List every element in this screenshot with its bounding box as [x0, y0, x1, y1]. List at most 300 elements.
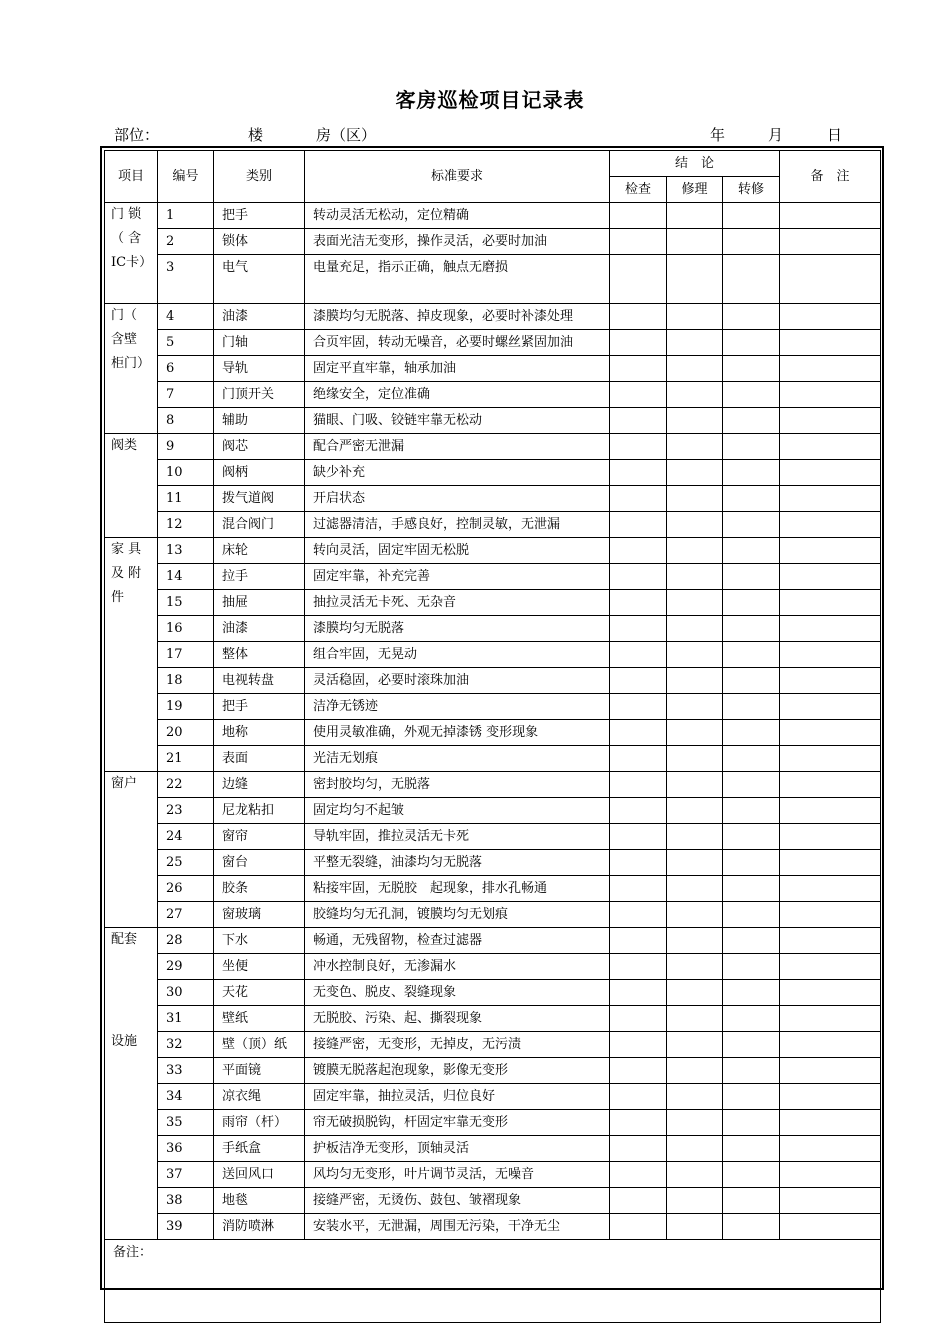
remarks-cell[interactable] — [780, 486, 881, 512]
transfer-cell[interactable] — [723, 356, 780, 382]
row-standard: 无变色、脱皮、裂缝现象 — [305, 980, 610, 1006]
transfer-cell[interactable] — [723, 512, 780, 538]
row-standard: 平整无裂缝，油漆均匀无脱落 — [305, 850, 610, 876]
check-cell[interactable] — [610, 902, 667, 928]
transfer-cell[interactable] — [723, 876, 780, 902]
group-label-spacer — [111, 952, 153, 1030]
remarks-cell[interactable] — [780, 1006, 881, 1032]
transfer-cell[interactable] — [723, 434, 780, 460]
check-cell[interactable] — [610, 538, 667, 564]
table-row — [105, 954, 881, 980]
row-number: 18 — [158, 668, 214, 694]
row-standard: 配合严密无泄漏 — [305, 434, 610, 460]
transfer-cell[interactable] — [723, 1032, 780, 1058]
row-category: 拨气道阀 — [214, 486, 305, 512]
table-row — [105, 408, 881, 434]
row-standard: 组合牢固，无晃动 — [305, 642, 610, 668]
row-standard: 粘接牢固，无脱胶 起现象，排水孔畅通 — [305, 876, 610, 902]
table-row — [105, 928, 881, 954]
check-cell[interactable] — [610, 746, 667, 772]
repair-cell[interactable] — [667, 460, 723, 486]
group-label: 门（ 含壁 柜门） — [111, 308, 151, 371]
row-category: 表面 — [214, 746, 305, 772]
row-standard: 导轨牢固，推拉灵活无卡死 — [305, 824, 610, 850]
row-category: 抽屉 — [214, 590, 305, 616]
repair-cell[interactable] — [667, 850, 723, 876]
remarks-cell[interactable] — [780, 564, 881, 590]
table-row — [105, 1006, 881, 1032]
remarks-cell[interactable] — [780, 824, 881, 850]
transfer-cell[interactable] — [723, 1058, 780, 1084]
check-cell[interactable] — [610, 798, 667, 824]
repair-cell[interactable] — [667, 590, 723, 616]
group-label: 家 具及 附件 — [111, 542, 142, 605]
repair-cell[interactable] — [667, 668, 723, 694]
row-number: 7 — [158, 382, 214, 408]
row-category: 拉手 — [214, 564, 305, 590]
remarks-cell[interactable] — [780, 512, 881, 538]
row-standard: 开启状态 — [305, 486, 610, 512]
remarks-cell[interactable] — [780, 255, 881, 304]
repair-cell[interactable] — [667, 876, 723, 902]
row-standard: 胶缝均匀无孔洞，镀膜均匀无划痕 — [305, 902, 610, 928]
check-cell[interactable] — [610, 1110, 667, 1136]
transfer-cell[interactable] — [723, 902, 780, 928]
row-category: 整体 — [214, 642, 305, 668]
table-row — [105, 720, 881, 746]
row-number: 19 — [158, 694, 214, 720]
row-standard: 表面光洁无变形，操作灵活，必要时加油 — [305, 229, 610, 255]
check-cell[interactable] — [610, 1084, 667, 1110]
check-cell[interactable] — [610, 1136, 667, 1162]
table-row — [105, 980, 881, 1006]
transfer-cell[interactable] — [723, 1006, 780, 1032]
remarks-cell[interactable] — [780, 460, 881, 486]
header-repair: 修理 — [667, 177, 723, 203]
repair-cell[interactable] — [667, 980, 723, 1006]
row-standard: 漆膜均匀无脱落 — [305, 616, 610, 642]
remarks-cell[interactable] — [780, 616, 881, 642]
transfer-cell[interactable] — [723, 255, 780, 304]
header-number: 编号 — [158, 151, 214, 203]
row-number: 21 — [158, 746, 214, 772]
check-cell[interactable] — [610, 1032, 667, 1058]
check-cell[interactable] — [610, 330, 667, 356]
transfer-cell[interactable] — [723, 746, 780, 772]
transfer-cell[interactable] — [723, 954, 780, 980]
repair-cell[interactable] — [667, 1006, 723, 1032]
check-cell[interactable] — [610, 255, 667, 304]
repair-cell[interactable] — [667, 1136, 723, 1162]
row-category: 天花 — [214, 980, 305, 1006]
row-number: 1 — [158, 203, 214, 229]
row-standard: 漆膜均匀无脱落、掉皮现象，必要时补漆处理 — [305, 304, 610, 330]
row-category: 消防喷淋 — [214, 1214, 305, 1240]
row-category: 辅助 — [214, 408, 305, 434]
repair-cell[interactable] — [667, 954, 723, 980]
row-category: 电视转盘 — [214, 668, 305, 694]
repair-cell[interactable] — [667, 330, 723, 356]
repair-cell[interactable] — [667, 1032, 723, 1058]
table-row — [105, 798, 881, 824]
row-number: 16 — [158, 616, 214, 642]
row-category: 窗帘 — [214, 824, 305, 850]
row-number: 12 — [158, 512, 214, 538]
repair-cell[interactable] — [667, 229, 723, 255]
row-category: 床轮 — [214, 538, 305, 564]
row-standard: 缺少补充 — [305, 460, 610, 486]
group-label: 门 锁（ 含IC卡） — [111, 207, 153, 270]
repair-cell[interactable] — [667, 616, 723, 642]
transfer-cell[interactable] — [723, 928, 780, 954]
table-row — [105, 824, 881, 850]
transfer-cell[interactable] — [723, 590, 780, 616]
repair-cell[interactable] — [667, 538, 723, 564]
remarks-cell[interactable] — [780, 694, 881, 720]
row-category: 壁纸 — [214, 1006, 305, 1032]
check-cell[interactable] — [610, 460, 667, 486]
check-cell[interactable] — [610, 1006, 667, 1032]
row-number: 30 — [158, 980, 214, 1006]
repair-cell[interactable] — [667, 382, 723, 408]
transfer-cell[interactable] — [723, 720, 780, 746]
row-number: 9 — [158, 434, 214, 460]
remarks-cell[interactable] — [780, 1188, 881, 1214]
row-standard: 冲水控制良好，无渗漏水 — [305, 954, 610, 980]
notes-cell[interactable] — [105, 1240, 881, 1323]
page-title: 客房巡检项目记录表 — [395, 88, 585, 112]
table-row — [105, 746, 881, 772]
remarks-cell[interactable] — [780, 382, 881, 408]
remarks-cell[interactable] — [780, 876, 881, 902]
check-cell[interactable] — [610, 486, 667, 512]
table-row — [105, 460, 881, 486]
transfer-cell[interactable] — [723, 798, 780, 824]
check-cell[interactable] — [610, 876, 667, 902]
group-label-cell — [105, 434, 158, 538]
check-cell[interactable] — [610, 512, 667, 538]
table-row — [105, 876, 881, 902]
check-cell[interactable] — [610, 564, 667, 590]
table-row — [105, 538, 881, 564]
group-label-cell — [105, 203, 158, 304]
row-category: 雨帘（杆） — [214, 1110, 305, 1136]
row-category: 地毯 — [214, 1188, 305, 1214]
repair-cell[interactable] — [667, 304, 723, 330]
transfer-cell[interactable] — [723, 330, 780, 356]
remarks-cell[interactable] — [780, 1084, 881, 1110]
remarks-cell[interactable] — [780, 928, 881, 954]
repair-cell[interactable] — [667, 1162, 723, 1188]
row-number: 3 — [158, 255, 214, 304]
row-category: 阀芯 — [214, 434, 305, 460]
table-row — [105, 668, 881, 694]
check-cell[interactable] — [610, 824, 667, 850]
table-row — [105, 590, 881, 616]
transfer-cell[interactable] — [723, 1214, 780, 1240]
transfer-cell[interactable] — [723, 616, 780, 642]
row-standard: 畅通，无残留物，检查过滤器 — [305, 928, 610, 954]
remarks-cell[interactable] — [780, 772, 881, 798]
repair-cell[interactable] — [667, 1084, 723, 1110]
remarks-cell[interactable] — [780, 538, 881, 564]
table-row — [105, 356, 881, 382]
check-cell[interactable] — [610, 382, 667, 408]
remarks-cell[interactable] — [780, 720, 881, 746]
remarks-cell[interactable] — [780, 954, 881, 980]
table-row — [105, 694, 881, 720]
table-row — [105, 1162, 881, 1188]
row-category: 手纸盒 — [214, 1136, 305, 1162]
row-number: 29 — [158, 954, 214, 980]
check-cell[interactable] — [610, 642, 667, 668]
row-number: 35 — [158, 1110, 214, 1136]
year-label: 年 — [710, 126, 726, 144]
header-item: 项目 — [105, 151, 158, 203]
check-cell[interactable] — [610, 1214, 667, 1240]
row-number: 22 — [158, 772, 214, 798]
repair-cell[interactable] — [667, 928, 723, 954]
table-row — [105, 1084, 881, 1110]
remarks-cell[interactable] — [780, 902, 881, 928]
remarks-cell[interactable] — [780, 1162, 881, 1188]
check-cell[interactable] — [610, 668, 667, 694]
transfer-cell[interactable] — [723, 460, 780, 486]
repair-cell[interactable] — [667, 408, 723, 434]
repair-cell[interactable] — [667, 1110, 723, 1136]
remarks-cell[interactable] — [780, 408, 881, 434]
check-cell[interactable] — [610, 229, 667, 255]
month-label: 月 — [768, 126, 784, 144]
header-conclusion: 结 论 — [610, 151, 780, 177]
transfer-cell[interactable] — [723, 564, 780, 590]
table-row — [105, 902, 881, 928]
row-category: 导轨 — [214, 356, 305, 382]
building-label: 楼 — [248, 126, 264, 144]
row-number: 31 — [158, 1006, 214, 1032]
remarks-cell[interactable] — [780, 330, 881, 356]
row-category: 胶条 — [214, 876, 305, 902]
row-standard: 转向灵活，固定牢固无松脱 — [305, 538, 610, 564]
row-standard: 固定均匀不起皱 — [305, 798, 610, 824]
row-number: 14 — [158, 564, 214, 590]
row-number: 37 — [158, 1162, 214, 1188]
row-number: 2 — [158, 229, 214, 255]
repair-cell[interactable] — [667, 203, 723, 229]
repair-cell[interactable] — [667, 798, 723, 824]
check-cell[interactable] — [610, 590, 667, 616]
row-category: 边缝 — [214, 772, 305, 798]
remarks-cell[interactable] — [780, 1136, 881, 1162]
check-cell[interactable] — [610, 304, 667, 330]
check-cell[interactable] — [610, 1058, 667, 1084]
table-row — [105, 1032, 881, 1058]
transfer-cell[interactable] — [723, 1110, 780, 1136]
table-row — [105, 229, 881, 255]
group-label: 阀类 — [111, 438, 138, 453]
remarks-cell[interactable] — [780, 798, 881, 824]
remarks-cell[interactable] — [780, 668, 881, 694]
table-row — [105, 434, 881, 460]
row-category: 下水 — [214, 928, 305, 954]
table-row — [105, 564, 881, 590]
repair-cell[interactable] — [667, 772, 723, 798]
row-standard: 固定牢靠，补充完善 — [305, 564, 610, 590]
repair-cell[interactable] — [667, 902, 723, 928]
remarks-cell[interactable] — [780, 1214, 881, 1240]
row-standard: 灵活稳固，必要时滚珠加油 — [305, 668, 610, 694]
remarks-cell[interactable] — [780, 1058, 881, 1084]
repair-cell[interactable] — [667, 1188, 723, 1214]
row-standard: 光洁无划痕 — [305, 746, 610, 772]
group-label-cell — [105, 928, 158, 1240]
row-category: 把手 — [214, 203, 305, 229]
remarks-cell[interactable] — [780, 356, 881, 382]
row-category: 阀柄 — [214, 460, 305, 486]
remarks-cell[interactable] — [780, 434, 881, 460]
remarks-cell[interactable] — [780, 1032, 881, 1058]
table-row — [105, 255, 881, 304]
repair-cell[interactable] — [667, 720, 723, 746]
remarks-cell[interactable] — [780, 590, 881, 616]
row-standard: 风均匀无变形，叶片调节灵活，无噪音 — [305, 1162, 610, 1188]
remarks-cell[interactable] — [780, 746, 881, 772]
row-number: 25 — [158, 850, 214, 876]
remarks-cell[interactable] — [780, 642, 881, 668]
row-standard: 电量充足，指示正确，触点无磨损 — [305, 255, 610, 304]
transfer-cell[interactable] — [723, 382, 780, 408]
table-row — [105, 1136, 881, 1162]
transfer-cell[interactable] — [723, 668, 780, 694]
table-row — [105, 616, 881, 642]
remarks-cell[interactable] — [780, 850, 881, 876]
remarks-cell[interactable] — [780, 1110, 881, 1136]
transfer-cell[interactable] — [723, 1188, 780, 1214]
transfer-cell[interactable] — [723, 1136, 780, 1162]
repair-cell[interactable] — [667, 564, 723, 590]
remarks-cell[interactable] — [780, 229, 881, 255]
header-transfer: 转修 — [723, 177, 780, 203]
repair-cell[interactable] — [667, 694, 723, 720]
row-number: 11 — [158, 486, 214, 512]
remarks-cell[interactable] — [780, 203, 881, 229]
row-category: 油漆 — [214, 616, 305, 642]
row-standard: 转动灵活无松动，定位精确 — [305, 203, 610, 229]
row-category: 窗台 — [214, 850, 305, 876]
transfer-cell[interactable] — [723, 694, 780, 720]
row-category: 送回风口 — [214, 1162, 305, 1188]
dept-label: 部位： — [114, 126, 160, 144]
row-standard: 安装水平，无泄漏，周围无污染，干净无尘 — [305, 1214, 610, 1240]
row-standard: 过滤器清洁，手感良好，控制灵敏，无泄漏 — [305, 512, 610, 538]
row-category: 尼龙粘扣 — [214, 798, 305, 824]
row-standard: 护板洁净无变形，顶轴灵活 — [305, 1136, 610, 1162]
row-standard: 洁净无锈迹 — [305, 694, 610, 720]
row-standard: 抽拉灵活无卡死、无杂音 — [305, 590, 610, 616]
row-number: 32 — [158, 1032, 214, 1058]
check-cell[interactable] — [610, 980, 667, 1006]
row-number: 6 — [158, 356, 214, 382]
repair-cell[interactable] — [667, 512, 723, 538]
row-standard: 绝缘安全，定位准确 — [305, 382, 610, 408]
transfer-cell[interactable] — [723, 538, 780, 564]
room-label: 房（区） — [316, 126, 377, 144]
repair-cell[interactable] — [667, 255, 723, 304]
transfer-cell[interactable] — [723, 229, 780, 255]
table-row — [105, 203, 881, 229]
check-cell[interactable] — [610, 616, 667, 642]
header-check: 检查 — [610, 177, 667, 203]
table-row — [105, 772, 881, 798]
repair-cell[interactable] — [667, 356, 723, 382]
transfer-cell[interactable] — [723, 304, 780, 330]
check-cell[interactable] — [610, 850, 667, 876]
transfer-cell[interactable] — [723, 824, 780, 850]
remarks-cell[interactable] — [780, 304, 881, 330]
transfer-cell[interactable] — [723, 642, 780, 668]
table-row — [105, 486, 881, 512]
row-category: 锁体 — [214, 229, 305, 255]
check-cell[interactable] — [610, 408, 667, 434]
check-cell[interactable] — [610, 720, 667, 746]
check-cell[interactable] — [610, 954, 667, 980]
group-label: 窗户 — [111, 776, 138, 791]
check-cell[interactable] — [610, 356, 667, 382]
check-cell[interactable] — [610, 1162, 667, 1188]
repair-cell[interactable] — [667, 824, 723, 850]
check-cell[interactable] — [610, 203, 667, 229]
transfer-cell[interactable] — [723, 1084, 780, 1110]
transfer-cell[interactable] — [723, 1162, 780, 1188]
transfer-cell[interactable] — [723, 486, 780, 512]
transfer-cell[interactable] — [723, 980, 780, 1006]
row-number: 20 — [158, 720, 214, 746]
row-number: 27 — [158, 902, 214, 928]
transfer-cell[interactable] — [723, 203, 780, 229]
row-number: 13 — [158, 538, 214, 564]
header-remarks: 备 注 — [780, 151, 881, 203]
repair-cell[interactable] — [667, 1058, 723, 1084]
transfer-cell[interactable] — [723, 772, 780, 798]
row-number: 36 — [158, 1136, 214, 1162]
row-category: 凉衣绳 — [214, 1084, 305, 1110]
group-label-cell — [105, 538, 158, 772]
check-cell[interactable] — [610, 928, 667, 954]
header-category: 类别 — [214, 151, 305, 203]
group-label-cell — [105, 772, 158, 928]
check-cell[interactable] — [610, 434, 667, 460]
check-cell[interactable] — [610, 694, 667, 720]
row-number: 39 — [158, 1214, 214, 1240]
row-number: 38 — [158, 1188, 214, 1214]
row-standard: 镀膜无脱落起泡现象，影像无变形 — [305, 1058, 610, 1084]
row-standard: 固定平直牢靠，轴承加油 — [305, 356, 610, 382]
transfer-cell[interactable] — [723, 850, 780, 876]
check-cell[interactable] — [610, 772, 667, 798]
repair-cell[interactable] — [667, 746, 723, 772]
row-category: 地称 — [214, 720, 305, 746]
check-cell[interactable] — [610, 1188, 667, 1214]
remarks-cell[interactable] — [780, 980, 881, 1006]
repair-cell[interactable] — [667, 1214, 723, 1240]
row-standard: 接缝严密，无变形，无掉皮，无污渍 — [305, 1032, 610, 1058]
repair-cell[interactable] — [667, 642, 723, 668]
repair-cell[interactable] — [667, 486, 723, 512]
row-number: 33 — [158, 1058, 214, 1084]
repair-cell[interactable] — [667, 434, 723, 460]
table-row — [105, 382, 881, 408]
transfer-cell[interactable] — [723, 408, 780, 434]
